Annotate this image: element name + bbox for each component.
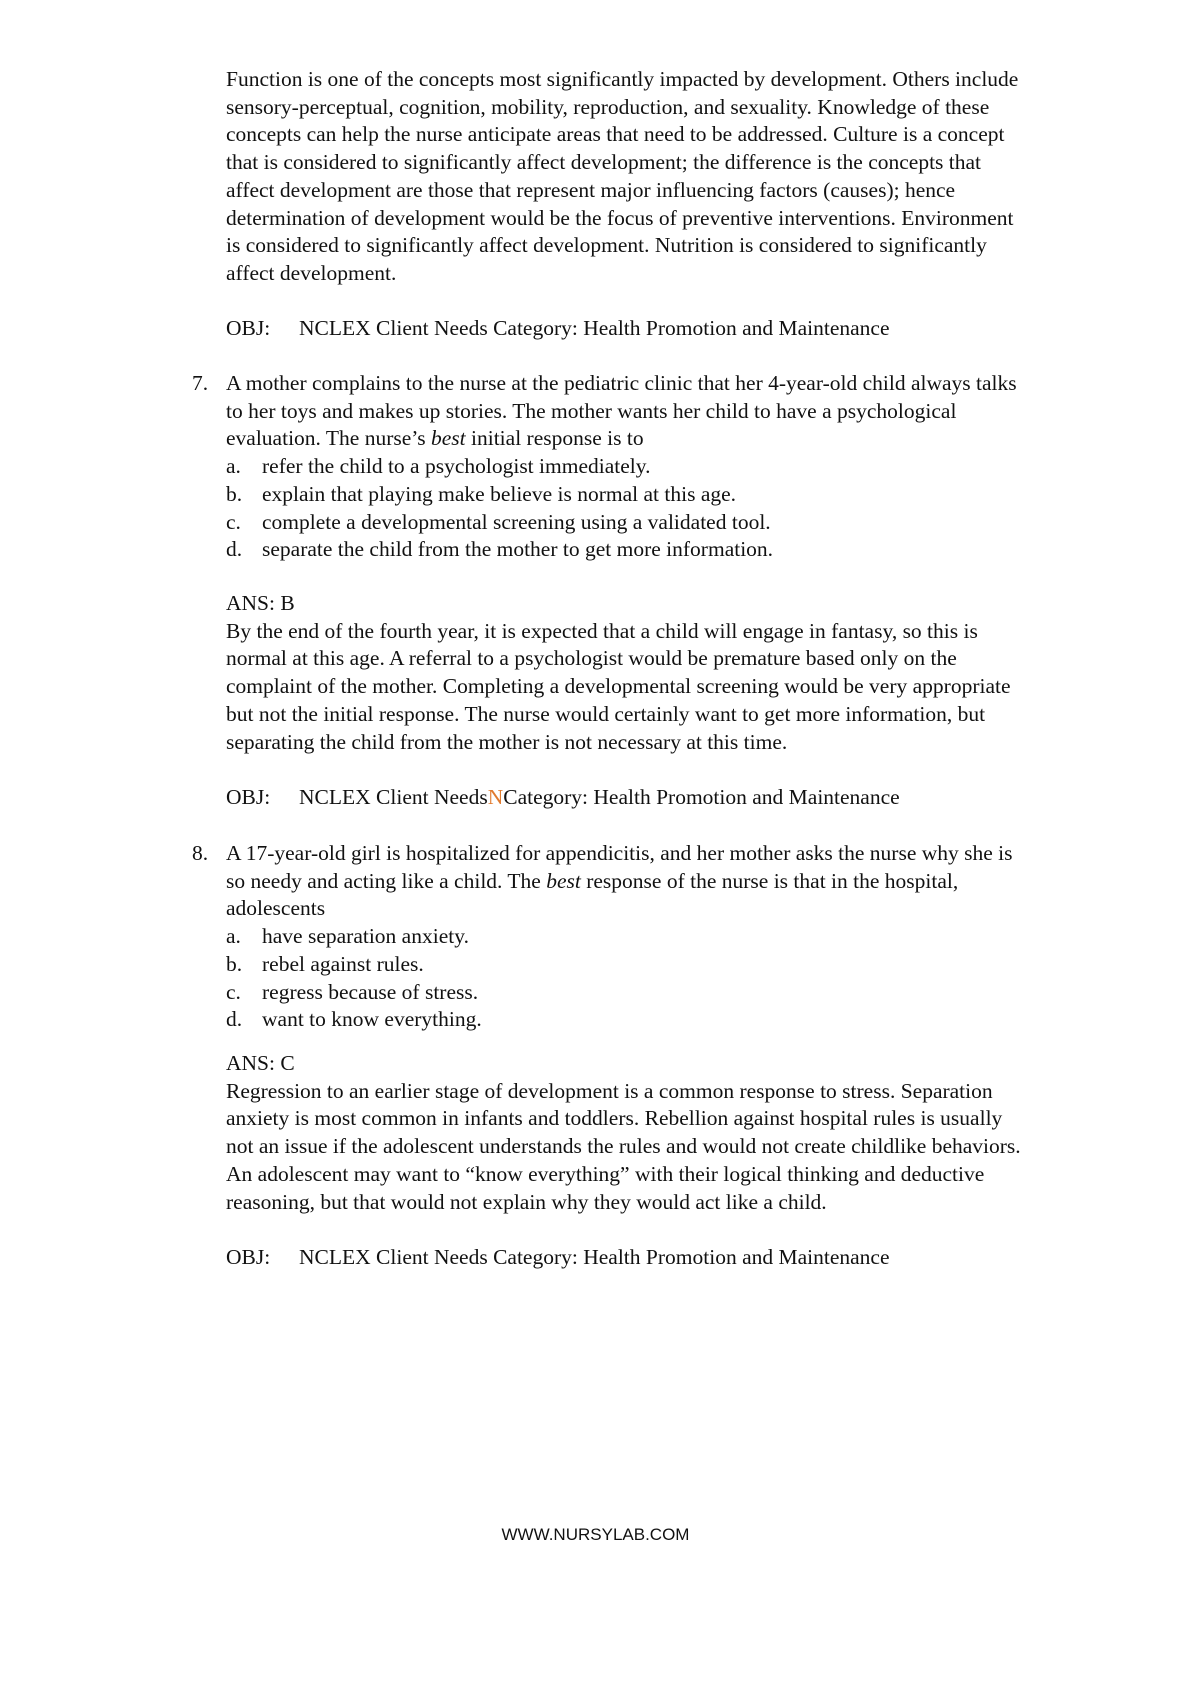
rationale-line: not an issue if the adolescent understands the rules and would not create childlike behaviors.	[226, 1134, 1021, 1159]
option-text: refer the child to a psychologist immediately.	[262, 454, 651, 479]
rationale-line: reasoning, but that would not explain why they would act like a child.	[226, 1189, 827, 1214]
question-number: 8.	[192, 841, 209, 865]
rationale-line: that is considered to significantly affect development; the difference is the concepts that	[226, 150, 982, 175]
answer-option-c	[226, 979, 478, 1007]
rationale-line: By the end of the fourth year, it is expected that a child will engage in fantasy, so this is	[226, 618, 978, 643]
obj-label: OBJ:	[226, 316, 271, 340]
rationale-line: but not the initial response. The nurse would certainly want to get more information, but	[226, 701, 986, 726]
stem-emphasis: best	[546, 868, 581, 893]
option-letter: d.	[226, 537, 243, 562]
obj-label: OBJ:	[226, 785, 271, 809]
answer-option-c	[226, 509, 771, 537]
stem-text: response of the nurse is that in the hospital,	[580, 868, 959, 893]
rationale-line: Function is one of the concepts most significantly impacted by development. Others include	[226, 67, 1019, 91]
option-text: rebel against rules.	[262, 951, 424, 976]
obj-text: Category: Health Promotion and Maintenance	[503, 785, 900, 809]
rationale-line: concepts can help the nurse anticipate areas that need to be addressed. Culture is a concept	[226, 122, 1005, 147]
rationale-line: sensory-perceptual, cognition, mobility, reproduction, and sexuality. Knowledge of these	[226, 94, 990, 119]
answer-option-b	[226, 481, 736, 509]
obj-label: OBJ:	[226, 1245, 271, 1269]
objective-line	[226, 784, 1136, 812]
obj-text: NCLEX Client Needs Category: Health Promotion and Maintenance	[299, 316, 890, 340]
option-text: regress because of stress.	[262, 979, 479, 1004]
option-letter: d.	[226, 1007, 243, 1032]
rationale-line: affect development are those that represent major influencing factors (causes); hence	[226, 177, 956, 202]
obj-text: NCLEX Client Needs Category: Health Promotion and Maintenance	[299, 1245, 890, 1269]
option-letter: a.	[226, 454, 241, 479]
question-stem-line: A mother complains to the nurse at the pediatric clinic that her 4-year-old child always talks	[226, 371, 1017, 395]
question-stem-line: to her toys and makes up stories. The mother wants her child to have a psychological	[226, 398, 957, 423]
option-text: want to know everything.	[262, 1007, 482, 1032]
rationale-line: normal at this age. A referral to a psychologist would be premature based only on the	[226, 646, 957, 671]
rationale-line: is considered to significantly affect development. Nutrition is considered to significantly	[226, 233, 987, 258]
question-stem-line	[226, 868, 1136, 896]
option-letter: b.	[226, 481, 243, 506]
page-footer-url: WWW.NURSYLAB.COM	[501, 1525, 690, 1544]
option-text: separate the child from the mother to get more information.	[262, 537, 774, 562]
rationale-line: Regression to an earlier stage of development is a common response to stress. Separation	[226, 1078, 993, 1103]
rationale-line: affect development.	[226, 260, 397, 285]
option-letter: b.	[226, 951, 243, 976]
rationale-line: separating the child from the mother is not necessary at this time.	[226, 729, 788, 754]
answer-option-d	[226, 536, 773, 564]
option-text: have separation anxiety.	[262, 924, 469, 949]
obj-mark: N	[487, 785, 504, 809]
answer-option-b	[226, 951, 424, 979]
answer-option-a	[226, 923, 469, 951]
objective-line	[226, 315, 1136, 343]
option-letter: c.	[226, 509, 241, 534]
answer-option-a	[226, 453, 650, 481]
option-letter: c.	[226, 979, 241, 1004]
option-text: explain that playing make believe is normal at this age.	[262, 481, 737, 506]
option-text: complete a developmental screening using a validated tool.	[262, 509, 771, 534]
stem-text: so needy and acting like a child. The	[226, 868, 547, 893]
question-stem-line	[226, 425, 1136, 453]
rationale-line: anxiety is most common in infants and toddlers. Rebellion against hospital rules is usually	[226, 1106, 1003, 1131]
stem-text: evaluation. The nurse’s	[226, 426, 431, 451]
rationale-line: complaint of the mother. Completing a developmental screening would be very appropriate	[226, 674, 1011, 699]
option-letter: a.	[226, 924, 241, 949]
rationale-line: An adolescent may want to “know everything” with their logical thinking and deductive	[226, 1161, 985, 1186]
stem-emphasis: best	[431, 426, 466, 451]
objective-line	[226, 1244, 1136, 1272]
question-stem-line: adolescents	[226, 896, 326, 921]
rationale-line: determination of development would be the focus of preventive interventions. Environment	[226, 205, 1014, 230]
question-stem-line: A 17-year-old girl is hospitalized for appendicitis, and her mother asks the nurse why she is	[226, 841, 1013, 865]
question-number: 7.	[192, 371, 209, 395]
answer-key: ANS: B	[226, 591, 295, 615]
answer-option-d	[226, 1006, 482, 1034]
obj-text: NCLEX Client Needs	[299, 785, 488, 809]
stem-text: initial response is to	[465, 426, 644, 451]
answer-key: ANS: C	[226, 1051, 295, 1075]
